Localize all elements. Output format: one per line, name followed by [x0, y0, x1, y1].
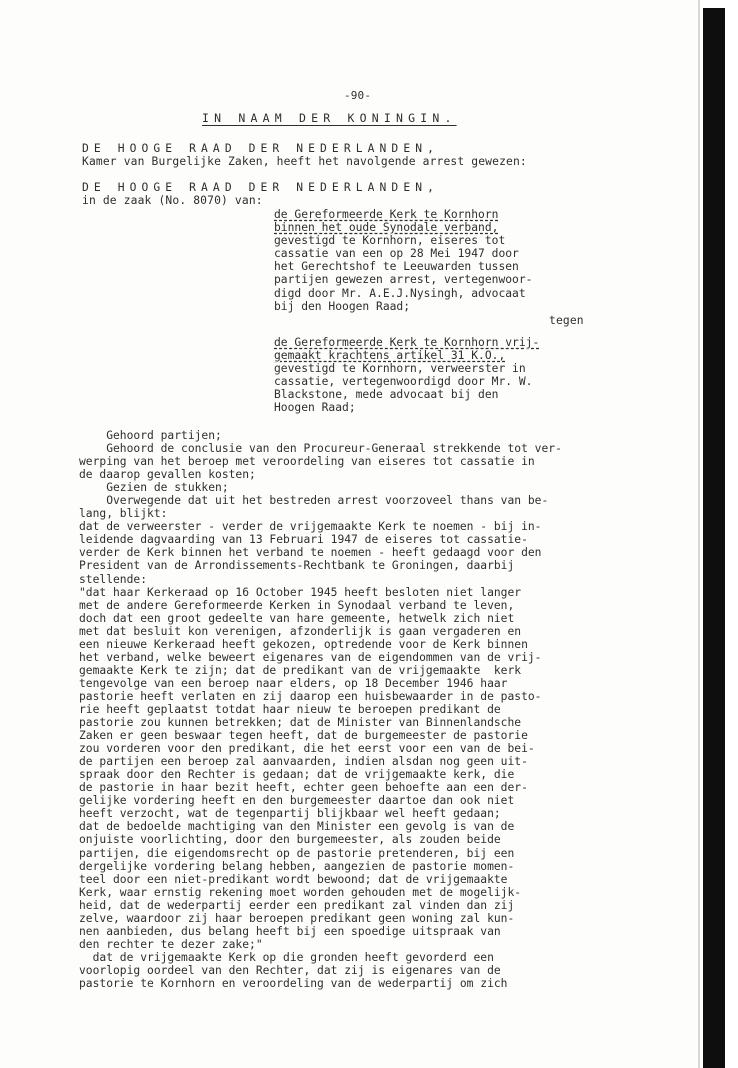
body-line: Overwegende dat uit het bestreden arrest voorzoveel thans van be-: [79, 494, 549, 508]
body-line: verder de Kerk binnen het verband te noemen - heeft gedaagd voor den: [79, 546, 542, 560]
body-line: de pastorie in haar bezit heeft, echter geen behoefte aan een der-: [79, 781, 528, 795]
body-line: dat de bedoelde machtiging van den Minister een gevolg is van de: [79, 820, 515, 834]
body-line: Zaken er geen beswaar tegen heeft, dat de burgemeester de pastorie: [79, 729, 528, 743]
party-line: de Gereformeerde Kerk te Kornhorn: [274, 208, 499, 221]
body-line: dat de vrijgemaakte Kerk op die gronden heeft gevorderd een: [79, 950, 494, 964]
document-heading: IN NAAM DER KONINGIN.: [202, 111, 457, 125]
body-line: met de andere Gereformeerde Kerken in Synodaal verband te leven,: [79, 598, 515, 612]
party-line: binnen het oude Synodale verband,: [274, 221, 499, 235]
body-line: onjuiste voorlichting, door den burgemeester, als zouden beide: [79, 833, 501, 847]
court-name-repeat: DE HOOGE RAAD DER NEDERLANDEN,: [82, 181, 440, 194]
party-line: partijen gewezen arrest, vertegenwoor-: [274, 273, 533, 287]
body-line: "dat haar Kerkeraad op 16 October 1945 heeft besloten niet langer: [79, 585, 522, 599]
body-line: lang, blijkt:: [79, 507, 168, 521]
body-line: pastorie zou kunnen betrekken; dat de Minister van Binnenlandsche: [79, 716, 522, 730]
party-line: gemaakt krachtens artikel 31 K.O.,: [274, 349, 506, 363]
party-defendant-block: [274, 336, 604, 415]
party-line: bij den Hoogen Raad;: [274, 299, 411, 313]
page-number: -90-: [344, 89, 372, 102]
body-line: pastorie te Kornhorn en veroordeling van de wederpartij om zich: [79, 976, 508, 990]
body-line: Gehoord partijen;: [79, 429, 222, 442]
body-line: doch dat een groot gedeelte van hare gemeente, hetwelk zich niet: [79, 611, 515, 625]
body-line: Gezien de stukken;: [79, 481, 229, 495]
body-line: nen aanbieden, dus belang heeft bij een spoedige uitspraak van: [79, 924, 501, 938]
body-line: een nieuwe Kerkeraad heeft gekozen, optredende voor de Kerk binnen: [79, 637, 528, 651]
judgment-body: [79, 429, 639, 990]
party-line: gevestigd te Kornhorn, verweerster in: [274, 362, 526, 376]
body-line: de daarop gevallen kosten;: [79, 468, 256, 482]
body-line: heeft verzocht, wat de tegenpartij blijkbaar wel heeft gedaan;: [79, 807, 501, 821]
body-line: de partijen een beroep zal aanvaarden, indien alsdan nog geen uit-: [79, 755, 528, 769]
party-line: digd door Mr. A.E.J.Nysingh, advocaat: [274, 286, 526, 300]
court-name: DE HOOGE RAAD DER NEDERLANDEN,: [82, 142, 440, 155]
body-line: den rechter te dezer zake;": [79, 937, 263, 951]
body-line: heid, dat de wederpartij eerder een predikant zal vinden dan zij: [79, 898, 515, 912]
body-line: rie heeft geplaatst totdat haar nieuw te beroepen predikant de: [79, 702, 501, 716]
body-line: werping van het beroep met veroordeling van eiseres tot cassatie in: [79, 455, 535, 469]
body-line: dergelijke vordering belang hebben, aangezien de pastorie momen-: [79, 859, 515, 873]
party-plaintiff-block: [274, 208, 604, 313]
party-line: de Gereformeerde Kerk te Kornhorn vrij-: [274, 336, 540, 349]
body-line: zelve, waardoor zij haar beroepen predikant geen woning zal kun-: [79, 911, 515, 925]
body-line: tengevolge van een beroep naar elders, op 18 December 1946 haar: [79, 676, 508, 690]
body-line: dat de verweerster - verder de vrijgemaakte Kerk te noemen - bij in-: [79, 520, 542, 534]
body-line: pastorie heeft verlaten en zij daarop een huisbewaarder in de pasto-: [79, 689, 542, 703]
body-line: teel door een niet-predikant wordt bewoond; dat de vrijgemaakte: [79, 872, 508, 886]
tegen-label: tegen: [549, 314, 584, 327]
party-line: cassatie, vertegenwoordigd door Mr. W.: [274, 375, 533, 389]
body-line: gelijke vordering heeft en den burgemeester daartoe dan ook niet: [79, 794, 515, 808]
case-line: in de zaak (No. 8070) van:: [82, 194, 263, 207]
party-line: cassatie van een op 28 Mei 1947 door: [274, 247, 519, 261]
party-line: het Gerechtshof te Leeuwarden tussen: [274, 260, 519, 274]
scan-edge-bar: [703, 8, 725, 1068]
party-line: gevestigd te Kornhorn, eiseres tot: [274, 234, 506, 248]
party-line: Blackstone, mede advocaat bij den: [274, 388, 499, 402]
page-edge-line: [698, 0, 700, 1068]
body-line: President van de Arrondissements-Rechtbank te Groningen, daarbij: [79, 559, 515, 573]
body-line: Gehoord de conclusie van den Procureur-Generaal strekkende tot ver-: [79, 442, 562, 456]
body-line: zou vorderen voor den predikant, die het eerst voor een van de bei-: [79, 742, 535, 756]
body-line: gemaakte Kerk te zijn; dat de predikant van de vrijgemaakte kerk: [79, 663, 522, 677]
body-line: partijen, die eigendomsrecht op de pastorie pretenderen, bij een: [79, 846, 515, 860]
body-line: voorlopig oordeel van den Rechter, dat zij is eigenares van de: [79, 963, 501, 977]
body-line: Kerk, waar ernstig rekening moet worden gehouden met de mogelijk-: [79, 885, 522, 899]
body-line: stellende:: [79, 572, 148, 586]
body-line: het verband, welke beweert eigenares van de eigendommen van de vrij-: [79, 650, 542, 664]
body-line: met dat besluit kon verenigen, afzonderlijk is gaan vergaderen en: [79, 624, 522, 638]
body-line: leidende dagvaarding van 13 Februari 1947 de eiseres tot cassatie-: [79, 533, 528, 547]
body-line: spraak door den Rechter is gedaan; dat de vrijgemaakte kerk, die: [79, 768, 515, 782]
party-line: Hoogen Raad;: [274, 401, 356, 415]
chamber-line: Kamer van Burgelijke Zaken, heeft het navolgende arrest gewezen:: [82, 155, 527, 168]
